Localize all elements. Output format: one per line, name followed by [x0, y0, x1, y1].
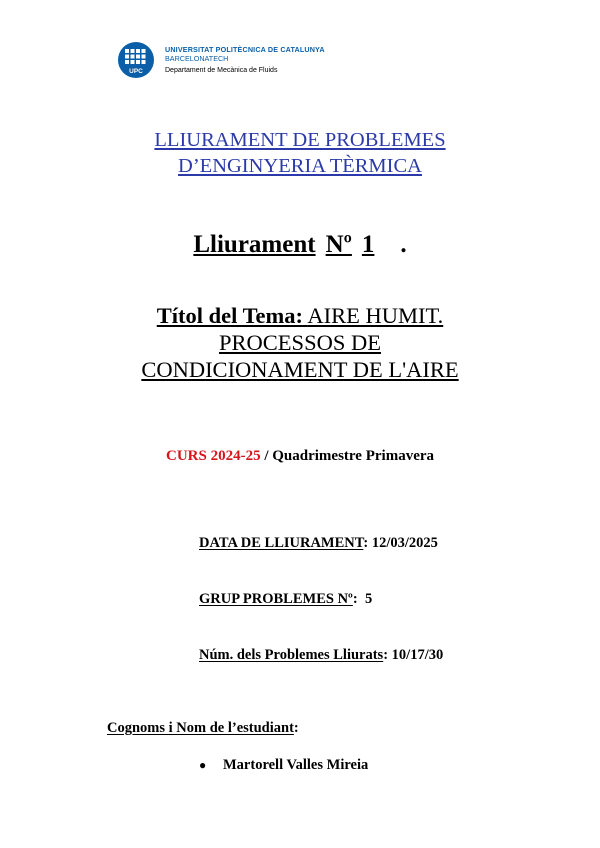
- main-title: [0, 127, 600, 179]
- problems-value: 10/17/30: [391, 647, 444, 663]
- university-subtitle: BARCELONATECH: [165, 54, 229, 63]
- department-name: Departament de Mecànica de Fluids: [165, 67, 278, 74]
- student-list-item: [199, 757, 368, 774]
- university-name: UNIVERSITAT POLITÈCNICA DE CATALUNYA: [165, 45, 325, 54]
- course-label: CURS 2024-25: [165, 448, 261, 464]
- lliurament-suffix: .: [400, 231, 407, 258]
- student-name: Martorell Valles Mireia: [223, 757, 369, 773]
- course-line: [0, 448, 600, 465]
- course-term: Quadrimestre Primavera: [272, 448, 435, 464]
- group-field: GRUP PROBLEMES Nº: 5: [199, 591, 373, 607]
- topic-line1: AIRE HUMIT.: [307, 303, 444, 328]
- delivery-date-label: DATA DE LLIURAMENT: [199, 535, 364, 551]
- logo-text: UPC: [129, 68, 143, 75]
- upc-logo-icon: [118, 42, 154, 78]
- topic-label: Títol del Tema:: [156, 303, 304, 328]
- problems-label: Núm. dels Problemes Lliurats: [199, 647, 384, 663]
- student-label: Cognoms i Nom de l’estudiant:: [107, 720, 299, 736]
- delivery-date-field: DATA DE LLIURAMENT: 12/03/2025: [199, 535, 438, 551]
- upc-logo: [118, 42, 358, 82]
- problems-field: Núm. dels Problemes Lliurats: 10/17/30: [199, 647, 444, 663]
- group-label: GRUP PROBLEMES Nº: [199, 591, 353, 607]
- group-value: 5: [364, 591, 373, 607]
- lliurament-label: Lliurament: [193, 231, 316, 258]
- lliurament-no-label: Nº: [325, 231, 352, 258]
- bullet-icon: ●: [199, 758, 207, 772]
- course-separator: /: [260, 448, 273, 464]
- lliurament-heading: [0, 231, 600, 259]
- topic-line2: PROCESSOS DE: [219, 330, 381, 355]
- topic-title: [0, 302, 600, 383]
- topic-line3: CONDICIONAMENT DE L'AIRE: [141, 357, 459, 382]
- main-title-line2: D’ENGINYERIA TÈRMICA: [178, 155, 422, 177]
- lliurament-number: 1: [361, 231, 375, 258]
- main-title-line1: LLIURAMENT DE PROBLEMES: [154, 129, 446, 151]
- delivery-date-value: 12/03/2025: [371, 535, 438, 551]
